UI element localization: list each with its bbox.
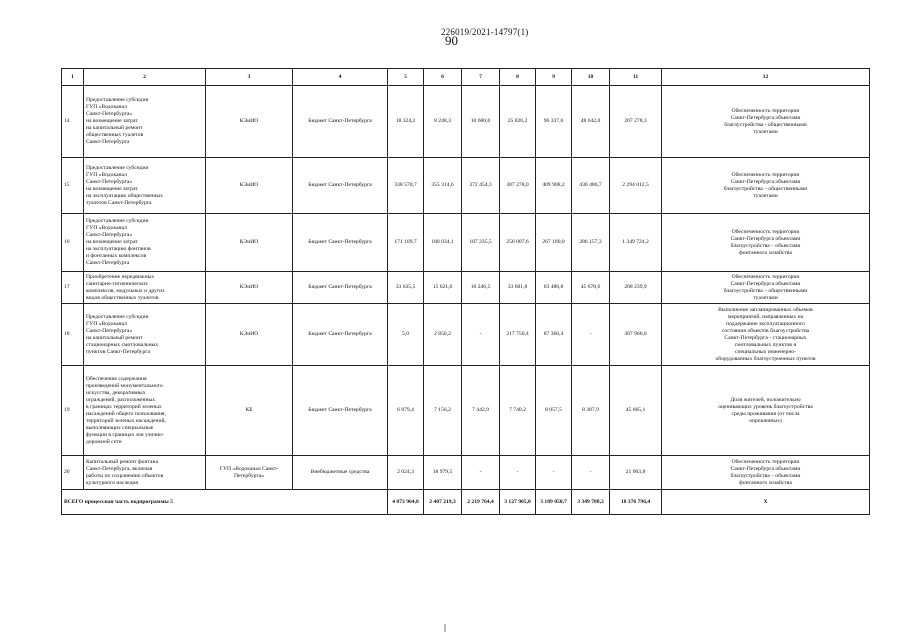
funding-source-cell: Бюджет Санкт-Петербурга — [293, 272, 388, 304]
amount-cell: 8 248,3 — [424, 86, 462, 158]
result-line: Обеспеченность территории — [731, 273, 800, 280]
table-row — [62, 304, 870, 366]
funding-source-cell: Бюджет Санкт-Петербурга — [293, 366, 388, 456]
amount-cell: 171 109,7 — [388, 214, 424, 272]
amount-cell: 355 314,6 — [424, 158, 462, 214]
description-line: выполняющих специальные — [86, 424, 154, 431]
amount-cell: 2 294 012,5 — [610, 158, 662, 214]
description-line: на капитальный ремонт — [86, 125, 143, 131]
row-number: 15 — [62, 158, 84, 214]
result-line: Обеспеченность территории — [731, 458, 800, 465]
result-line: благоустройства – объектами — [730, 242, 801, 249]
result-line: Обеспеченность территории — [731, 107, 800, 114]
description-line: видов общественных туалетов — [86, 294, 159, 301]
expected-result-cell — [662, 158, 870, 214]
executor-cell: КБ — [206, 366, 293, 456]
executor-cell: КЭиИО — [206, 272, 293, 304]
total-amount-cell: 3 349 788,2 — [572, 490, 610, 515]
description-line: на эксплуатацию фонтанов — [86, 246, 151, 252]
amount-cell: 6 879,4 — [388, 366, 424, 456]
amount-cell: 2 850,2 — [424, 304, 462, 366]
description-line: искусства, декоративных — [86, 389, 146, 396]
document-number: 226019/2021-14797(1) — [441, 27, 529, 37]
description-line: Санкт-Петербурга — [86, 139, 130, 145]
description-line: Санкт-Петербурга, включая — [86, 465, 153, 472]
column-header: 8 — [500, 69, 536, 86]
total-result-cell: Х — [662, 490, 870, 515]
funding-source-cell: Бюджет Санкт-Петербурга — [293, 158, 388, 214]
description-line: на эксплуатацию общественных — [86, 192, 163, 199]
activity-description — [84, 214, 206, 272]
amount-cell: 430 486,7 — [572, 158, 610, 214]
description-line: дорожной сети — [86, 438, 122, 445]
program-table — [61, 68, 870, 515]
description-line: произведений монументального — [86, 382, 163, 389]
total-amount-cell: 2 407 219,3 — [424, 490, 462, 515]
amount-cell: 1 349 724,2 — [610, 214, 662, 272]
expected-result-cell — [662, 86, 870, 158]
result-line: оборудованных благоустроенных пунктов — [715, 355, 816, 362]
description-line: Приобретение передвижных — [86, 273, 155, 280]
amount-cell: 33 601,8 — [500, 272, 536, 304]
result-line: Санкт-Петербурга объектами — [730, 465, 801, 472]
amount-cell: - — [572, 304, 610, 366]
description-line: на возмещение затрат — [86, 118, 138, 124]
amount-cell: 208 239,9 — [610, 272, 662, 304]
row-number: 16 — [62, 214, 84, 272]
description-line: санитарно-гигиенических — [86, 280, 148, 287]
total-amount-cell: 4 073 964,8 — [388, 490, 424, 515]
funding-source-cell: Бюджет Санкт-Петербурга — [293, 214, 388, 272]
table-row — [62, 158, 870, 214]
amount-cell: 8 387,9 — [572, 366, 610, 456]
result-line: фонтанного хозяйства — [739, 479, 792, 486]
result-line: Доля жителей, положительно — [730, 396, 801, 403]
description-line: культурного наследия — [86, 479, 138, 486]
amount-cell: 63 486,8 — [536, 272, 572, 304]
amount-cell: 48 642,0 — [572, 86, 610, 158]
description-line: Предоставление субсидии — [86, 97, 149, 103]
activity-description — [84, 158, 206, 214]
description-line: ГУП «Водоканал — [86, 104, 127, 110]
amount-cell: 45 678,6 — [572, 272, 610, 304]
column-header: 9 — [536, 69, 572, 86]
result-line: туалетами — [753, 192, 778, 199]
amount-cell: 5,0 — [388, 304, 424, 366]
amount-cell: 21 003,8 — [610, 456, 662, 490]
description-line: ГУП «Водоканал — [86, 320, 127, 327]
column-header: 10 — [572, 69, 610, 86]
description-line: Капитальный ремонт фонтана — [86, 458, 158, 465]
amount-cell: 409 908,2 — [536, 158, 572, 214]
executor-cell: КЭиИО — [206, 304, 293, 366]
executor-cell: КЭиИО — [206, 214, 293, 272]
amount-cell: 338 570,7 — [388, 158, 424, 214]
total-amount-cell: 3 127 905,0 — [500, 490, 536, 515]
amount-cell: 18 324,2 — [388, 86, 424, 158]
expected-result-cell — [662, 214, 870, 272]
result-line: Выполнение запланированных объемов — [718, 306, 813, 313]
description-line: Санкт-Петербурга» — [86, 232, 133, 238]
result-line: состояния объектов благоустройства — [721, 327, 810, 334]
amount-cell: 96 337,6 — [536, 86, 572, 158]
description-line: насаждений общего пользования, — [86, 410, 166, 417]
amount-cell: 7 442,9 — [462, 366, 500, 456]
row-number: 18 — [62, 304, 84, 366]
activity-description — [84, 304, 206, 366]
description-line: в границах территорий зеленых — [86, 403, 162, 410]
description-line: функции в границах зон улично- — [86, 431, 164, 438]
amount-cell: 7 740,2 — [500, 366, 536, 456]
amount-cell: 187 235,5 — [462, 214, 500, 272]
executor-cell: КЭиИО — [206, 158, 293, 214]
result-line: благоустройства – общественными — [723, 185, 808, 192]
description-line: Обеспечение содержания — [86, 375, 147, 382]
result-line: туалетами — [753, 128, 778, 135]
description-line: пунктов Санкт-Петербурга — [86, 348, 151, 355]
amount-cell: 372 454,3 — [462, 158, 500, 214]
amount-cell: 256 007,6 — [500, 214, 536, 272]
description-line: Санкт-Петербурга» — [86, 327, 133, 334]
total-label: ВСЕГО процессная часть подпрограммы 5 — [62, 490, 388, 515]
amount-cell: 180 034,1 — [424, 214, 462, 272]
amount-cell: - — [572, 456, 610, 490]
funding-source-cell: Внебюджетные средства — [293, 456, 388, 490]
description-line: комплексов, модульных и других — [86, 287, 165, 294]
result-line: специальных инженерно- — [735, 348, 796, 355]
page-number: 90 — [445, 33, 458, 48]
description-line: Санкт-Петербурга» — [86, 111, 133, 117]
column-header: 1 — [62, 69, 84, 86]
expected-result-cell — [662, 304, 870, 366]
executor-cell: ГУП «Водоканал Санкт-Петербурга» — [206, 456, 293, 490]
row-number: 19 — [62, 366, 84, 456]
row-number: 17 — [62, 272, 84, 304]
amount-cell: - — [462, 304, 500, 366]
activity-description — [84, 86, 206, 158]
result-line: благоустройства – общественными — [723, 287, 808, 294]
amount-cell: 7 156,2 — [424, 366, 462, 456]
table-row — [62, 366, 870, 456]
column-header: 12 — [662, 69, 870, 86]
amount-cell: - — [500, 456, 536, 490]
description-line: Санкт-Петербурга» — [86, 178, 133, 185]
result-line: опрошенных) — [749, 417, 782, 424]
total-amount-cell: 3 189 050,7 — [536, 490, 572, 515]
scan-mark — [444, 624, 446, 632]
funding-source-cell: Бюджет Санкт-Петербурга — [293, 86, 388, 158]
result-line: смотловальных пунктов и — [734, 341, 797, 348]
amount-cell: 10 600,0 — [462, 86, 500, 158]
result-line: туалетами — [753, 294, 778, 301]
amount-cell: 286 157,3 — [572, 214, 610, 272]
amount-cell: 8 057,5 — [536, 366, 572, 456]
column-header: 2 — [84, 69, 206, 86]
amount-cell: 16 246,5 — [462, 272, 500, 304]
column-header: 7 — [462, 69, 500, 86]
result-line: Санкт-Петербурга объектами — [730, 280, 801, 287]
row-number: 20 — [62, 456, 84, 490]
description-line: Предоставление субсидии — [86, 313, 149, 320]
description-line: на возмещение затрат — [86, 239, 138, 245]
activity-description — [84, 456, 206, 490]
header-row — [62, 69, 870, 86]
amount-cell: 217 750,4 — [500, 304, 536, 366]
description-line: стационарных смотловальных — [86, 341, 159, 348]
description-line: ГУП «Водоканал — [86, 171, 127, 178]
amount-cell: - — [462, 456, 500, 490]
total-row — [62, 490, 870, 515]
amount-cell: 45 665,1 — [610, 366, 662, 456]
table-row — [62, 456, 870, 490]
result-line: Обеспеченность территории — [731, 228, 800, 235]
expected-result-cell — [662, 366, 870, 456]
amount-cell: 87 360,4 — [536, 304, 572, 366]
description-line: ГУП «Водоканал — [86, 225, 127, 231]
description-line: ограждений, расположенных — [86, 396, 156, 403]
table-row — [62, 86, 870, 158]
result-line: Обеспеченность территории — [731, 171, 800, 178]
description-line: на возмещение затрат — [86, 185, 138, 192]
result-line: благоустройства – объектами — [730, 472, 801, 479]
amount-cell: 267 180,0 — [536, 214, 572, 272]
result-line: среды проживания (от числа — [731, 410, 800, 417]
amount-cell: 18 979,5 — [424, 456, 462, 490]
executor-cell: КЭиИО — [206, 86, 293, 158]
amount-cell: 15 621,6 — [424, 272, 462, 304]
column-header: 6 — [424, 69, 462, 86]
result-line: Санкт-Петербурга объектами — [730, 178, 801, 185]
column-header: 4 — [293, 69, 388, 86]
expected-result-cell — [662, 272, 870, 304]
result-line: Санкт-Петербурга - стационарных — [724, 334, 807, 341]
description-line: Предоставление субсидии — [86, 164, 149, 171]
result-line: Санкт-Петербурга объектами — [730, 114, 801, 121]
activity-description — [84, 366, 206, 456]
result-line: оценивающих уровень благоустройства — [718, 403, 813, 410]
amount-cell: 207 278,3 — [610, 86, 662, 158]
total-amount-cell: 2 219 764,4 — [462, 490, 500, 515]
row-number: 14 — [62, 86, 84, 158]
result-line: поддержание эксплуатационного — [726, 320, 805, 327]
amount-cell: 33 635,5 — [388, 272, 424, 304]
description-line: территорий зеленых насаждений, — [86, 417, 166, 424]
description-line: туалетов Санкт-Петербурга — [86, 199, 152, 206]
amount-cell: 387 278,0 — [500, 158, 536, 214]
table-row — [62, 214, 870, 272]
amount-cell: 2 024,3 — [388, 456, 424, 490]
result-line: Санкт-Петербурга объектами — [730, 235, 801, 242]
result-line: фонтанного хозяйства — [739, 249, 792, 256]
result-line: благоустройства - общественными — [724, 121, 807, 128]
amount-cell: 307 966,0 — [610, 304, 662, 366]
amount-cell: 25 826,2 — [500, 86, 536, 158]
description-line: Предоставление субсидии — [86, 218, 149, 224]
description-line: на капитальный ремонт — [86, 334, 143, 341]
total-amount-cell: 18 376 796,4 — [610, 490, 662, 515]
activity-description — [84, 272, 206, 304]
description-line: и фонтанных комплексов — [86, 253, 147, 259]
result-line: мероприятий, направленных на — [727, 313, 804, 320]
column-header: 5 — [388, 69, 424, 86]
funding-source-cell: Бюджет Санкт-Петербурга — [293, 304, 388, 366]
table-row — [62, 272, 870, 304]
column-header: 11 — [610, 69, 662, 86]
description-line: Санкт-Петербурга — [86, 260, 130, 266]
description-line: общественных туалетов — [86, 132, 144, 138]
expected-result-cell — [662, 456, 870, 490]
column-header: 3 — [206, 69, 293, 86]
amount-cell: - — [536, 456, 572, 490]
description-line: работы по сохранению объектов — [86, 472, 164, 479]
